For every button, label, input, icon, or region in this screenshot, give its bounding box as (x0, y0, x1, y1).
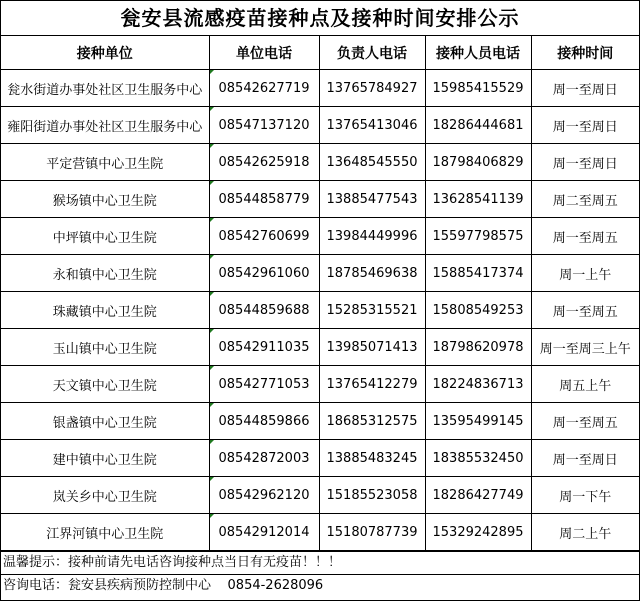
column-header-staff-phone: 接种人员电话 (425, 36, 531, 70)
table-row (1, 292, 639, 329)
cell-leader-phone: 13985071413 (319, 329, 425, 366)
page-title: 瓮安县流感疫苗接种点及接种时间安排公示 (1, 1, 639, 36)
cell-unit: 珠藏镇中心卫生院 (1, 292, 209, 329)
table-row (1, 181, 639, 218)
cell-staff-phone: 15985415529 (425, 70, 531, 107)
cell-leader-phone: 18785469638 (319, 255, 425, 292)
cell-staff-phone: 18286427749 (425, 477, 531, 514)
cell-unit-phone: 08544858779 (209, 181, 319, 218)
column-header-unit-phone: 单位电话 (209, 36, 319, 70)
cell-leader-phone: 13765784927 (319, 70, 425, 107)
cell-unit-phone: 08542912014 (209, 514, 319, 551)
cell-unit-phone: 08542625918 (209, 144, 319, 181)
cell-time: 周一至周三上午 (531, 329, 639, 366)
cell-unit: 中坪镇中心卫生院 (1, 218, 209, 255)
cell-time: 周一至周五 (531, 218, 639, 255)
cell-staff-phone: 13628541139 (425, 181, 531, 218)
cell-leader-phone: 15185523058 (319, 477, 425, 514)
cell-leader-phone: 13765412279 (319, 366, 425, 403)
column-header-time: 接种时间 (531, 36, 639, 70)
cell-time: 周一下午 (531, 477, 639, 514)
cell-staff-phone: 18798406829 (425, 144, 531, 181)
cell-leader-phone: 13885483245 (319, 440, 425, 477)
table-row (1, 477, 639, 514)
cell-unit-phone: 08542760699 (209, 218, 319, 255)
cell-unit-phone: 08544859688 (209, 292, 319, 329)
cell-time: 周一至周日 (531, 107, 639, 144)
cell-staff-phone: 18798620978 (425, 329, 531, 366)
table-row (1, 70, 639, 107)
column-header-leader-phone: 负责人电话 (319, 36, 425, 70)
cell-unit-phone: 08542771053 (209, 366, 319, 403)
cell-unit-phone: 08544859866 (209, 403, 319, 440)
cell-time: 周一至周日 (531, 70, 639, 107)
cell-unit-phone: 08542911035 (209, 329, 319, 366)
cell-time: 周五上午 (531, 366, 639, 403)
consult-phone: 咨询电话：瓮安县疾病预防控制中心 0854-2628096 (1, 574, 639, 597)
cell-leader-phone: 18685312575 (319, 403, 425, 440)
cell-staff-phone: 18385532450 (425, 440, 531, 477)
table-row (1, 144, 639, 181)
table-row (1, 218, 639, 255)
table-row (1, 107, 639, 144)
cell-staff-phone: 18286444681 (425, 107, 531, 144)
table-row (1, 329, 639, 366)
cell-leader-phone: 13648545550 (319, 144, 425, 181)
cell-time: 周二上午 (531, 514, 639, 551)
cell-unit: 建中镇中心卫生院 (1, 440, 209, 477)
cell-time: 周一至周日 (531, 440, 639, 477)
cell-time: 周一至周五 (531, 292, 639, 329)
cell-leader-phone: 15180787739 (319, 514, 425, 551)
cell-time: 周一至周日 (531, 144, 639, 181)
cell-time: 周一上午 (531, 255, 639, 292)
cell-unit: 银盏镇中心卫生院 (1, 403, 209, 440)
cell-staff-phone: 15329242895 (425, 514, 531, 551)
cell-unit: 平定营镇中心卫生院 (1, 144, 209, 181)
cell-unit-phone: 08542961060 (209, 255, 319, 292)
cell-unit: 永和镇中心卫生院 (1, 255, 209, 292)
cell-staff-phone: 13595499145 (425, 403, 531, 440)
cell-unit-phone: 08542872003 (209, 440, 319, 477)
cell-unit: 天文镇中心卫生院 (1, 366, 209, 403)
table-row (1, 514, 639, 551)
cell-time: 周二至周五 (531, 181, 639, 218)
table-row (1, 403, 639, 440)
cell-unit: 岚关乡中心卫生院 (1, 477, 209, 514)
cell-leader-phone: 15285315521 (319, 292, 425, 329)
table-header-row (1, 36, 639, 70)
vaccination-table (1, 36, 639, 551)
table-row (1, 366, 639, 403)
cell-staff-phone: 18224836713 (425, 366, 531, 403)
cell-unit: 江界河镇中心卫生院 (1, 514, 209, 551)
cell-unit: 雍阳街道办事处社区卫生服务中心 (1, 107, 209, 144)
cell-staff-phone: 15597798575 (425, 218, 531, 255)
table-row (1, 255, 639, 292)
cell-unit: 玉山镇中心卫生院 (1, 329, 209, 366)
column-header-unit: 接种单位 (1, 36, 209, 70)
cell-time: 周一至周五 (531, 403, 639, 440)
notice-text: 温馨提示：接种前请先电话咨询接种点当日有无疫苗！！！ (1, 551, 639, 574)
cell-leader-phone: 13984449996 (319, 218, 425, 255)
cell-unit-phone: 08542962120 (209, 477, 319, 514)
cell-unit-phone: 08542627719 (209, 70, 319, 107)
table-row (1, 440, 639, 477)
cell-unit-phone: 08547137120 (209, 107, 319, 144)
cell-staff-phone: 15885417374 (425, 255, 531, 292)
cell-unit: 猴场镇中心卫生院 (1, 181, 209, 218)
cell-leader-phone: 13885477543 (319, 181, 425, 218)
cell-leader-phone: 13765413046 (319, 107, 425, 144)
cell-staff-phone: 15808549253 (425, 292, 531, 329)
cell-unit: 瓮水街道办事处社区卫生服务中心 (1, 70, 209, 107)
